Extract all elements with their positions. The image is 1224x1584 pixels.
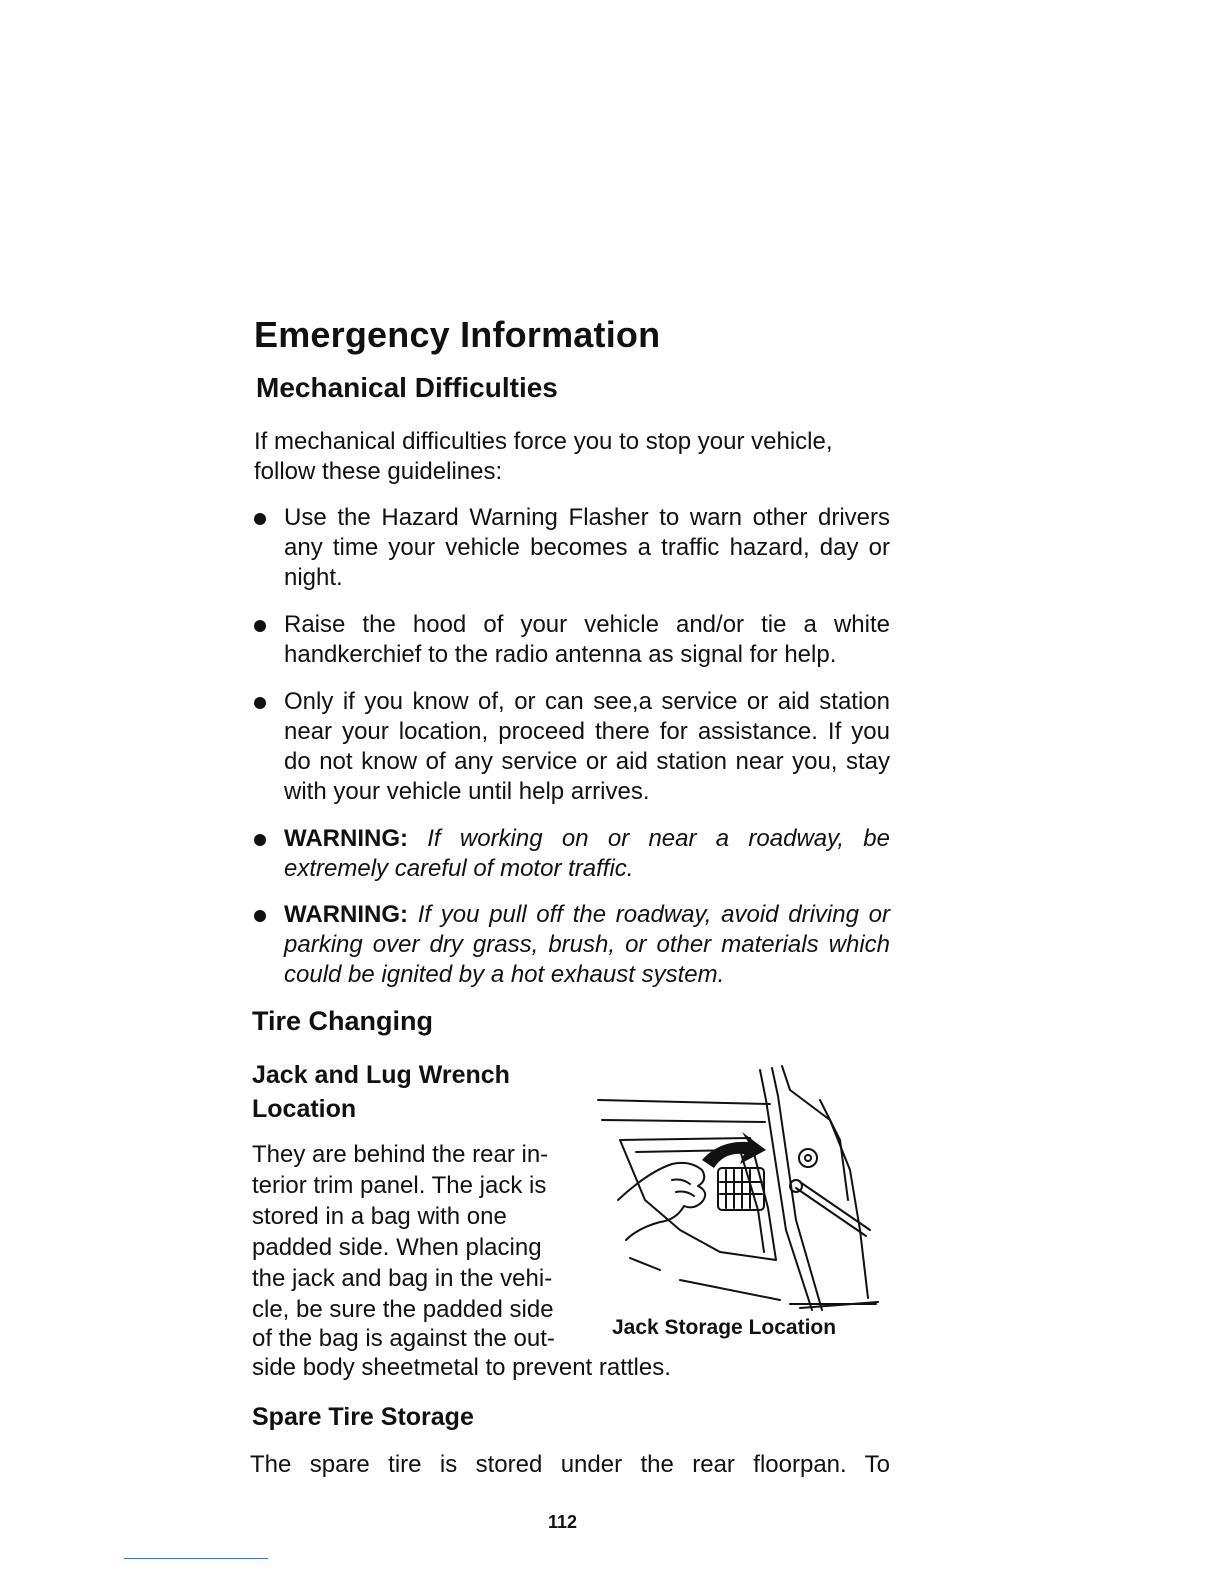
page-title: Emergency Information: [254, 314, 661, 355]
jack-paragraph-line: side body sheetmetal to prevent rattles.: [252, 1354, 671, 1381]
section-heading-mechanical: Mechanical Difficulties: [256, 372, 558, 403]
bullet-dot-icon: [254, 910, 266, 922]
bullet-item: [254, 503, 890, 593]
jack-paragraph-line: padded side. When placing: [252, 1234, 542, 1261]
section-heading-tire: Tire Changing: [252, 1006, 434, 1036]
page-number: 112: [548, 1512, 578, 1532]
bullet-dot-icon: [254, 697, 266, 709]
jack-paragraph-line: of the bag is against the out-: [252, 1325, 555, 1352]
figure-caption: Jack Storage Location: [612, 1316, 837, 1339]
jack-paragraph-line: stored in a bag with one: [252, 1203, 507, 1230]
jack-storage-illustration-icon: [590, 1060, 880, 1322]
bullet-text: Use the Hazard Warning Flasher to warn other drivers any time your vehicle becomes a traffic hazard, day or night.: [284, 504, 890, 591]
subheading-spare-tire: Spare Tire Storage: [252, 1403, 474, 1431]
warning-text: If you pull off the roadway, avoid driving or parking over dry grass, brush, or other materials which could be ignited by a hot exhaust system.: [284, 901, 891, 988]
spare-tire-paragraph: The spare tire is stored under the rear floorpan. To: [250, 1451, 890, 1478]
bullet-item: [254, 610, 890, 670]
jack-paragraph-line: the jack and bag in the vehi-: [252, 1265, 553, 1292]
bullet-dot-icon: [254, 513, 266, 525]
bullet-dot-icon: [254, 620, 266, 632]
warning-label: WARNING:: [284, 901, 408, 928]
subheading-jack-location: Jack and Lug Wrench Location: [252, 1061, 510, 1123]
bullet-item: [254, 687, 890, 807]
warning-text: If working on or near a roadway, be extremely careful of motor traffic.: [284, 825, 890, 882]
bullet-text: Raise the hood of your vehicle and/or tie a white handkerchief to the radio antenna as signal for help.: [284, 611, 890, 668]
intro-paragraph: If mechanical difficulties force you to stop your vehicle, follow these guidelines:: [254, 428, 833, 485]
jack-paragraph-line: They are behind the rear in-: [252, 1141, 549, 1168]
jack-paragraph-line: cle, be sure the padded side: [252, 1296, 554, 1323]
bullet-dot-icon: [254, 834, 266, 846]
jack-paragraph-line: terior trim panel. The jack is: [252, 1172, 547, 1199]
warning-item: [254, 900, 890, 990]
footer-rule: [124, 1558, 268, 1559]
warning-item: [254, 824, 890, 884]
jack-storage-figure: [590, 1060, 880, 1322]
bullet-text: Only if you know of, or can see,a service or aid station near your location, proceed there for assistance. If you do not know of any service or aid station near you, stay with your vehicle until help arrives.: [284, 688, 890, 805]
warning-label: WARNING:: [284, 825, 408, 852]
